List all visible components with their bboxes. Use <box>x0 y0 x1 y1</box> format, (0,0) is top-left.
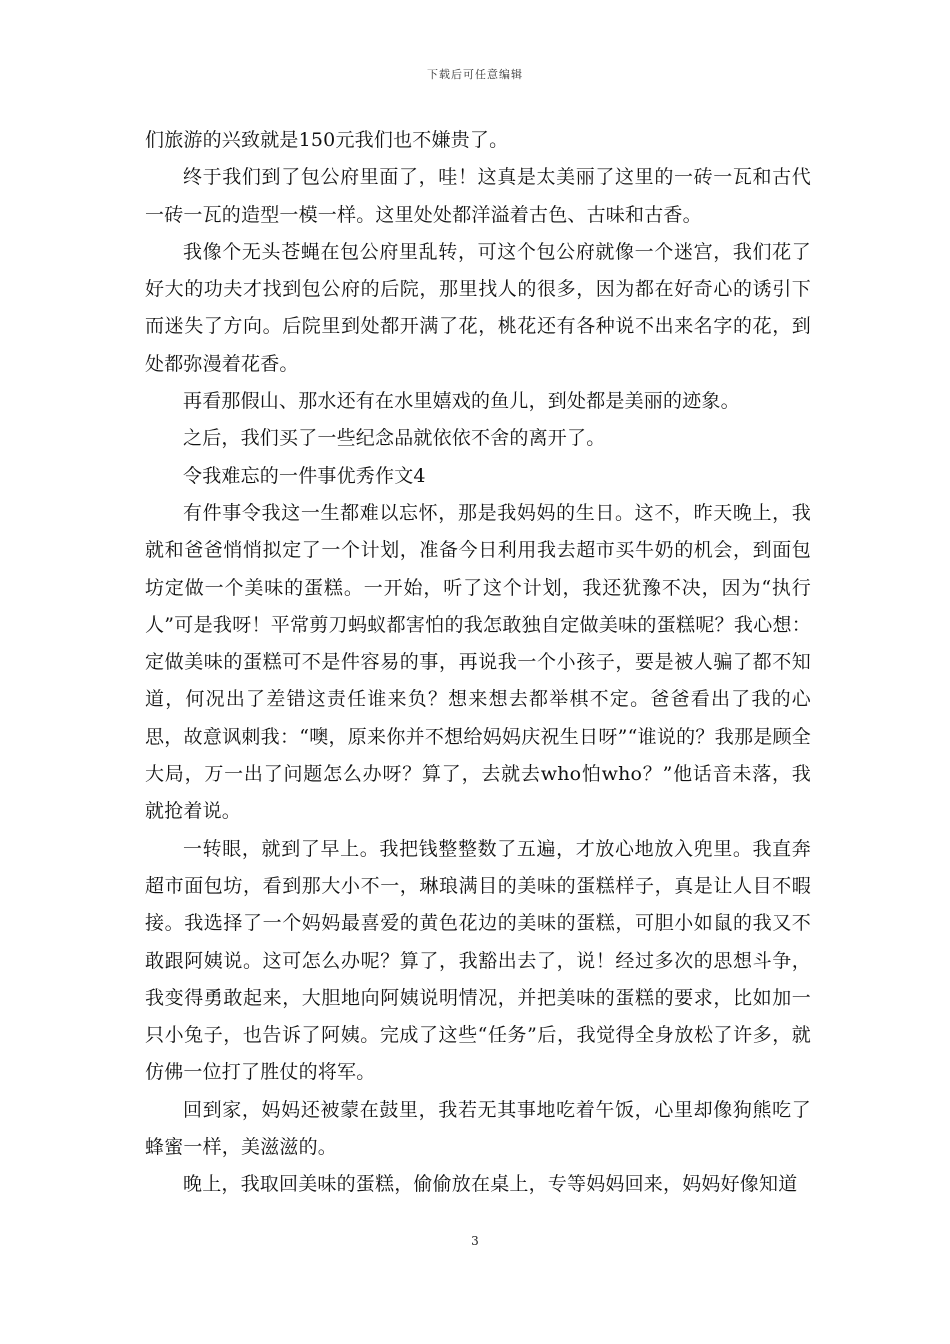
section-title: 令我难忘的一件事优秀作文4 <box>183 464 426 487</box>
paragraph: 我像个无头苍蝇在包公府里乱转，可这个包公府就像一个迷宫，我们花了好大的功夫才找到包公府的后院，那里找人的很多，因为都在好奇心的诱引下而迷失了方向。后院里到处都开满了花，桃花还有各种说不出来名字的花，到处都弥漫着花香。 <box>145 240 811 375</box>
paragraph: 们旅游的兴致就是150元我们也不嫌贵了。 <box>145 129 509 151</box>
paragraph: 终于我们到了包公府里面了，哇！这真是太美丽了这里的一砖一瓦和古代一砖一瓦的造型一模一样。这里处处都洋溢着古色、古味和古香。 <box>145 166 811 226</box>
page-number: 3 <box>471 1234 479 1248</box>
paragraph: 晚上，我取回美味的蛋糕，偷偷放在桌上，专等妈妈回来，妈妈好像知道 <box>183 1173 798 1196</box>
paragraph: 一转眼，就到了早上。我把钱整整数了五遍，才放心地放入兜里。我直奔超市面包坊，看到那大小不一，琳琅满目的美味的蛋糕样子，真是让人目不暇接。我选择了一个妈妈最喜爱的黄色花边的美味的蛋糕，可胆小如鼠的我又不敢跟阿姨说。这可怎么办呢？算了，我豁出去了，说！经过多次的思想斗争，我变得勇敢起来，大胆地向阿姨说明情况，并把美味的蛋糕的要求，比如加一只小兔子，也告诉了阿姨。完成了这些“任务”后，我觉得全身放松了许多，就仿佛一位打了胜仗的将军。 <box>145 837 811 1084</box>
paragraph: 有件事令我这一生都难以忘怀，那是我妈妈的生日。这不，昨天晚上，我就和爸爸悄悄拟定了一个计划，准备今日利用我去超市买牛奶的机会，到面包坊定做一个美味的蛋糕。一开始，听了这个计划，我还犹豫不决，因为“执行人”可是我呀！平常剪刀蚂蚁都害怕的我怎敢独自定做美味的蛋糕呢？我心想：定做美味的蛋糕可不是件容易的事，再说我一个小孩子，要是被人骗了都不知道，何况出了差错这责任谁来负？想来想去都举棋不定。爸爸看出了我的心思，故意讽刺我：“噢，原来你并不想给妈妈庆祝生日呀”“谁说的？我那是顾全大局，万一出了问题怎么办呀？算了，去就去who怕who？”他话音未落，我就抢着说。 <box>145 501 811 823</box>
paragraph: 回到家，妈妈还被蒙在鼓里，我若无其事地吃着午饭，心里却像狗熊吃了蜂蜜一样，美滋滋的。 <box>145 1098 811 1159</box>
document-body <box>145 122 811 1204</box>
paragraph: 之后，我们买了一些纪念品就依依不舍的离开了。 <box>183 427 606 450</box>
page-header: 下载后可任意编辑 <box>427 68 523 81</box>
paragraph: 再看那假山、那水还有在水里嬉戏的鱼儿，到处都是美丽的迹象。 <box>183 390 740 413</box>
